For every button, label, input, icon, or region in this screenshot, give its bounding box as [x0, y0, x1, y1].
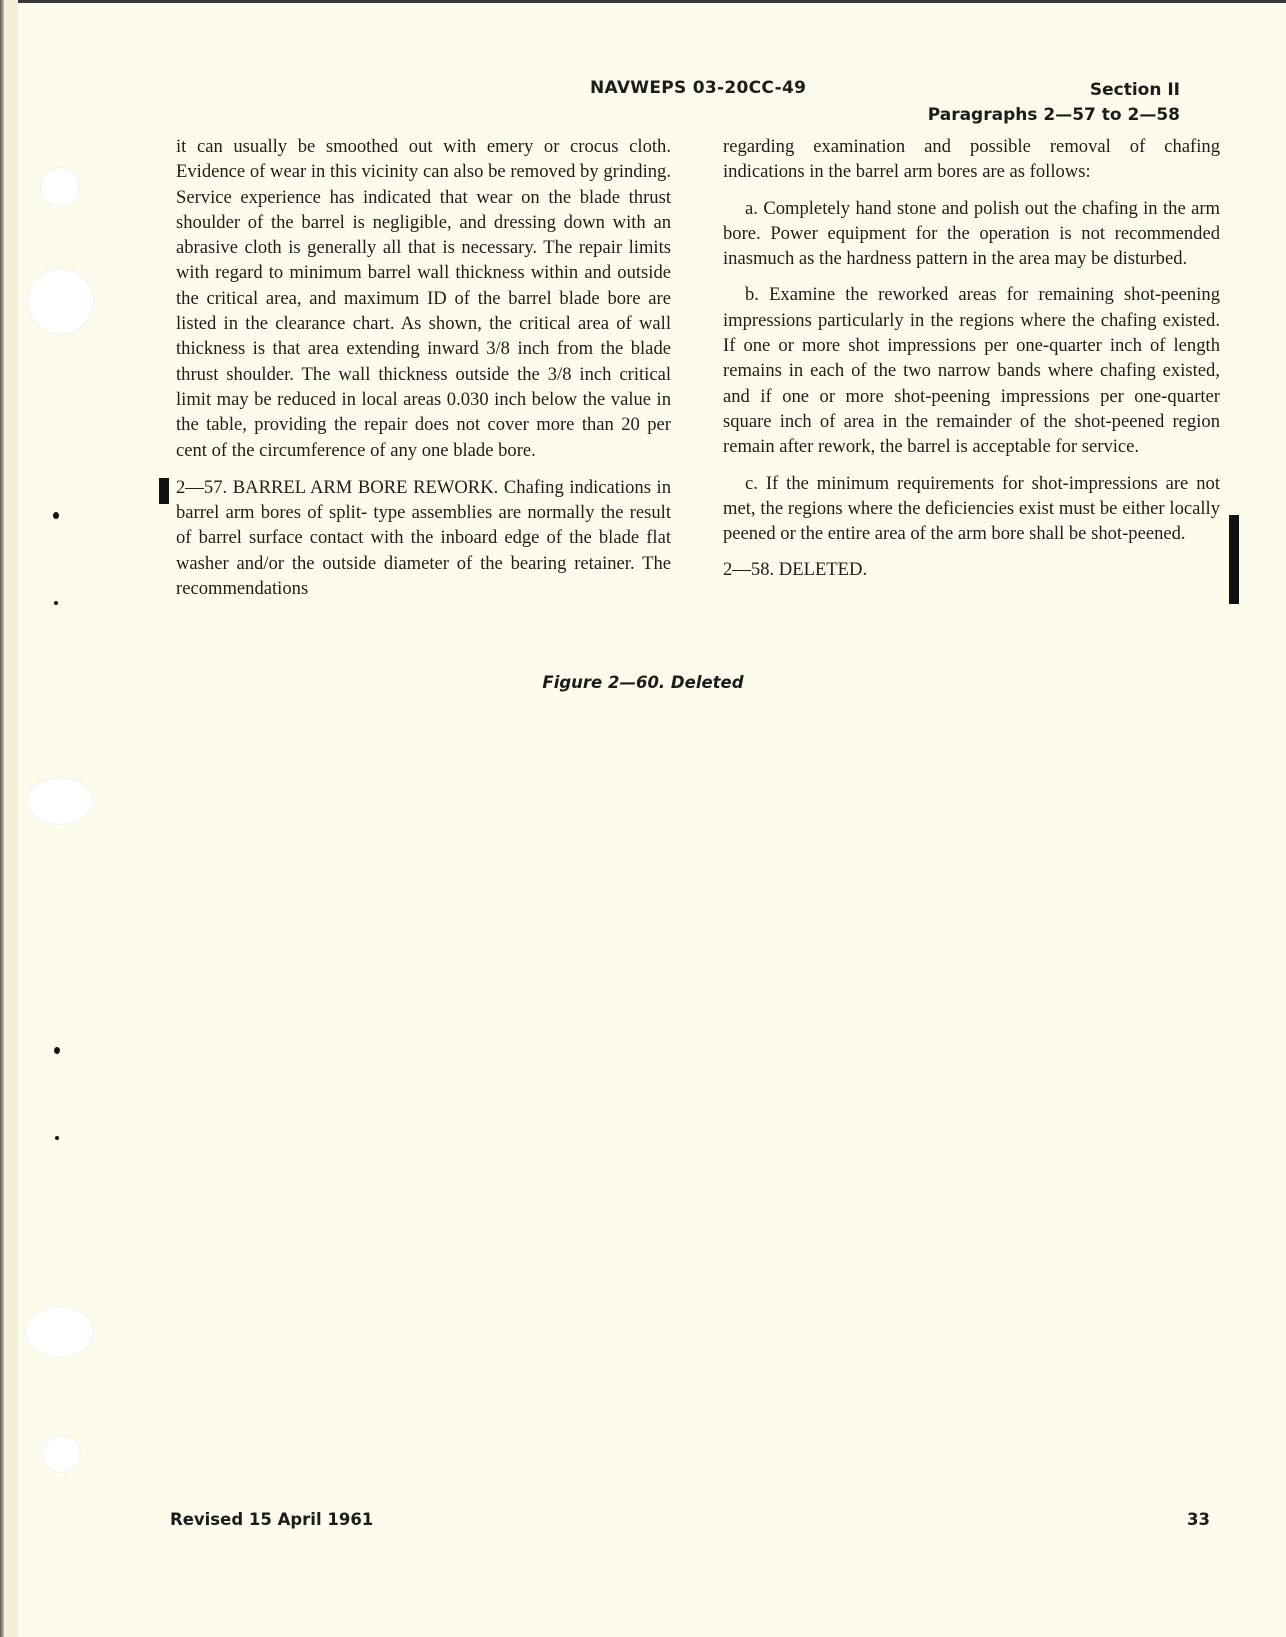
continuation-paragraph: regarding examination and possible removal of chafing indications in the barrel arm bores are as follows: — [723, 136, 1220, 183]
figure-caption: Figure 2—60. Deleted — [542, 673, 744, 692]
step-b — [723, 282, 1220, 459]
binding-dot — [54, 1047, 60, 1054]
section-header — [928, 78, 1180, 128]
revision-bar — [159, 478, 169, 504]
step-label: c. — [745, 472, 758, 494]
paragraphs-range: Paragraphs 2—57 to 2—58 — [927, 105, 1180, 125]
step-label: b. — [745, 284, 759, 306]
step-text: If the minimum requirements for shot-impressions are not met, the regions where the deficiencies exist must be either locally peened or the entire area of the arm bore shall be shot-peened. — [723, 472, 1220, 545]
paragraph-title: DELETED. — [778, 559, 868, 581]
punch-hole — [27, 268, 94, 335]
binding-dot — [55, 1136, 59, 1140]
page-edge-top — [0, 0, 1286, 3]
paragraph-title: BARREL ARM BORE REWORK. — [232, 476, 499, 498]
punch-hole — [26, 777, 94, 825]
paragraph-number: 2—58. — [723, 559, 775, 581]
punch-hole — [25, 1306, 94, 1358]
revision-date: Revised 15 April 1961 — [170, 1510, 374, 1529]
revision-bar — [1229, 515, 1239, 604]
step-a — [723, 196, 1220, 272]
right-column — [723, 134, 1220, 594]
step-text: Completely hand stone and polish out the chafing in the arm bore. Power equipment for the operation is not recommended inasmuch as the hardness pattern in the area may be disturbed. — [723, 197, 1220, 270]
binding-strip — [4, 0, 18, 1637]
punch-hole — [40, 167, 80, 207]
page-number: 33 — [1187, 1510, 1210, 1529]
punch-hole — [42, 1435, 81, 1473]
document-number: NAVWEPS 03-20CC-49 — [590, 78, 807, 98]
continuation-paragraph: it can usually be smoothed out with emery or crocus cloth. Evidence of wear in this vicinity can also be removed by grinding. Service experience has indicated that wear on the blade thrust shoulder of the barrel is negligible, and dressing down with an abrasive cloth is generally all that is necessary. The repair limits with regard to minimum barrel wall thickness within and outside the critical area, and maximum ID of the barrel blade bore are listed in the clearance chart. As shown, the critical area of wall thickness is that area extending inward 3/8 inch from the blade thrust shoulder. The wall thickness outside the 3/8 inch critical limit may be reduced in local areas 0.030 inch below the value in the table, providing the repair does not cover more than 20 per cent of the circumference of any one blade bore. — [176, 136, 671, 461]
step-text: Examine the reworked areas for remaining shot-peening impressions particularly in the regions where the chafing existed. If one or more shot impressions per one-quarter inch of length remains in each of the two narrow bands where chafing existed, and if one or more shot-peening impressions per one-quarter square inch of area in the remainder of the shot-peened region remain after rework, the barrel is acceptable for service. — [723, 284, 1220, 458]
left-column — [176, 134, 671, 612]
step-label: a. — [745, 197, 758, 219]
paragraph-2-57 — [176, 475, 671, 601]
binding-dot — [54, 601, 58, 605]
paragraph-text: Chafing indications in barrel arm bores of split- type assemblies are normally the result of barrel surface contact with the inboard edge of the blade flat washer and/or the outside diameter of the bearing retainer. The recommendations — [176, 476, 671, 600]
section-label: Section II — [1089, 80, 1180, 100]
step-c — [723, 471, 1220, 547]
binding-dot — [53, 512, 59, 519]
paragraph-number: 2—57. — [176, 476, 228, 498]
paragraph-2-58 — [723, 557, 1220, 582]
